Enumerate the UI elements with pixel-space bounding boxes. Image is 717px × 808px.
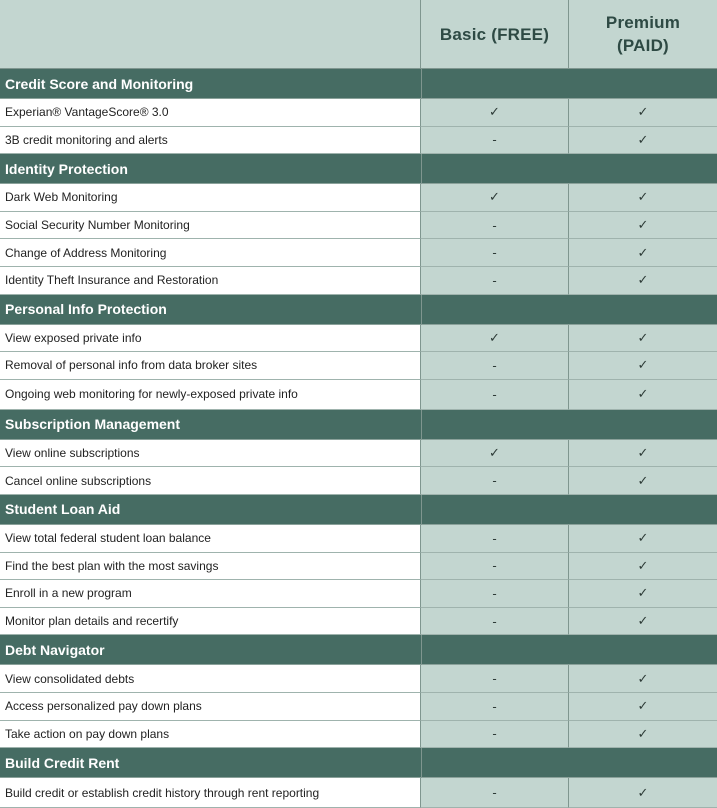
feature-label: Dark Web Monitoring xyxy=(0,184,421,212)
feature-label: Monitor plan details and recertify xyxy=(0,608,421,636)
section-header: Subscription Management xyxy=(0,410,421,440)
basic-availability: - xyxy=(421,380,569,410)
section-header-fill xyxy=(421,69,717,99)
section-header-fill xyxy=(421,410,717,440)
header-basic-label: Basic (FREE) xyxy=(439,24,550,44)
feature-label: 3B credit monitoring and alerts xyxy=(0,127,421,155)
basic-availability: ✓ xyxy=(421,184,569,212)
section-header: Personal Info Protection xyxy=(0,295,421,325)
feature-label: Take action on pay down plans xyxy=(0,721,421,749)
premium-availability: ✓ xyxy=(569,184,717,212)
header-premium xyxy=(569,0,717,69)
premium-availability: ✓ xyxy=(569,608,717,636)
section-header-fill xyxy=(421,154,717,184)
feature-label: Ongoing web monitoring for newly-exposed private info xyxy=(0,380,421,410)
feature-label: Removal of personal info from data broker sites xyxy=(0,352,421,380)
premium-availability: ✓ xyxy=(569,212,717,240)
basic-availability: - xyxy=(421,212,569,240)
section-header-fill xyxy=(421,635,717,665)
premium-availability: ✓ xyxy=(569,693,717,721)
feature-label: View total federal student loan balance xyxy=(0,525,421,553)
premium-availability: ✓ xyxy=(569,267,717,295)
premium-availability: ✓ xyxy=(569,525,717,553)
section-header: Identity Protection xyxy=(0,154,421,184)
section-header: Student Loan Aid xyxy=(0,495,421,525)
feature-label: View exposed private info xyxy=(0,325,421,353)
basic-availability: - xyxy=(421,778,569,808)
basic-availability: - xyxy=(421,127,569,155)
feature-label: Build credit or establish credit history through rent reporting xyxy=(0,778,421,808)
section-header: Credit Score and Monitoring xyxy=(0,69,421,99)
basic-availability: - xyxy=(421,553,569,581)
section-header-fill xyxy=(421,748,717,778)
premium-availability: ✓ xyxy=(569,239,717,267)
section-header: Debt Navigator xyxy=(0,635,421,665)
premium-availability: ✓ xyxy=(569,352,717,380)
header-basic xyxy=(421,0,569,69)
basic-availability: - xyxy=(421,693,569,721)
premium-availability: ✓ xyxy=(569,553,717,581)
feature-label: Change of Address Monitoring xyxy=(0,239,421,267)
premium-availability: ✓ xyxy=(569,721,717,749)
header-empty-cell xyxy=(0,0,421,69)
feature-label: Enroll in a new program xyxy=(0,580,421,608)
basic-availability: - xyxy=(421,525,569,553)
premium-availability: ✓ xyxy=(569,440,717,468)
premium-availability: ✓ xyxy=(569,380,717,410)
basic-availability: - xyxy=(421,580,569,608)
premium-availability: ✓ xyxy=(569,778,717,808)
premium-availability: ✓ xyxy=(569,665,717,693)
premium-availability: ✓ xyxy=(569,325,717,353)
basic-availability: - xyxy=(421,267,569,295)
basic-availability: - xyxy=(421,608,569,636)
premium-availability: ✓ xyxy=(569,467,717,495)
basic-availability: - xyxy=(421,239,569,267)
basic-availability: - xyxy=(421,665,569,693)
basic-availability: ✓ xyxy=(421,440,569,468)
section-header-fill xyxy=(421,495,717,525)
premium-availability: ✓ xyxy=(569,127,717,155)
premium-availability: ✓ xyxy=(569,580,717,608)
section-header: Build Credit Rent xyxy=(0,748,421,778)
basic-availability: ✓ xyxy=(421,99,569,127)
section-header-fill xyxy=(421,295,717,325)
feature-label: View consolidated debts xyxy=(0,665,421,693)
basic-availability: - xyxy=(421,352,569,380)
feature-label: Social Security Number Monitoring xyxy=(0,212,421,240)
basic-availability: - xyxy=(421,721,569,749)
feature-label: View online subscriptions xyxy=(0,440,421,468)
feature-label: Access personalized pay down plans xyxy=(0,693,421,721)
feature-label: Find the best plan with the most savings xyxy=(0,553,421,581)
feature-label: Cancel online subscriptions xyxy=(0,467,421,495)
premium-availability: ✓ xyxy=(569,99,717,127)
feature-label: Identity Theft Insurance and Restoration xyxy=(0,267,421,295)
basic-availability: ✓ xyxy=(421,325,569,353)
feature-label: Experian® VantageScore® 3.0 xyxy=(0,99,421,127)
header-premium-label: Premium (PAID) xyxy=(605,13,681,55)
basic-availability: - xyxy=(421,467,569,495)
